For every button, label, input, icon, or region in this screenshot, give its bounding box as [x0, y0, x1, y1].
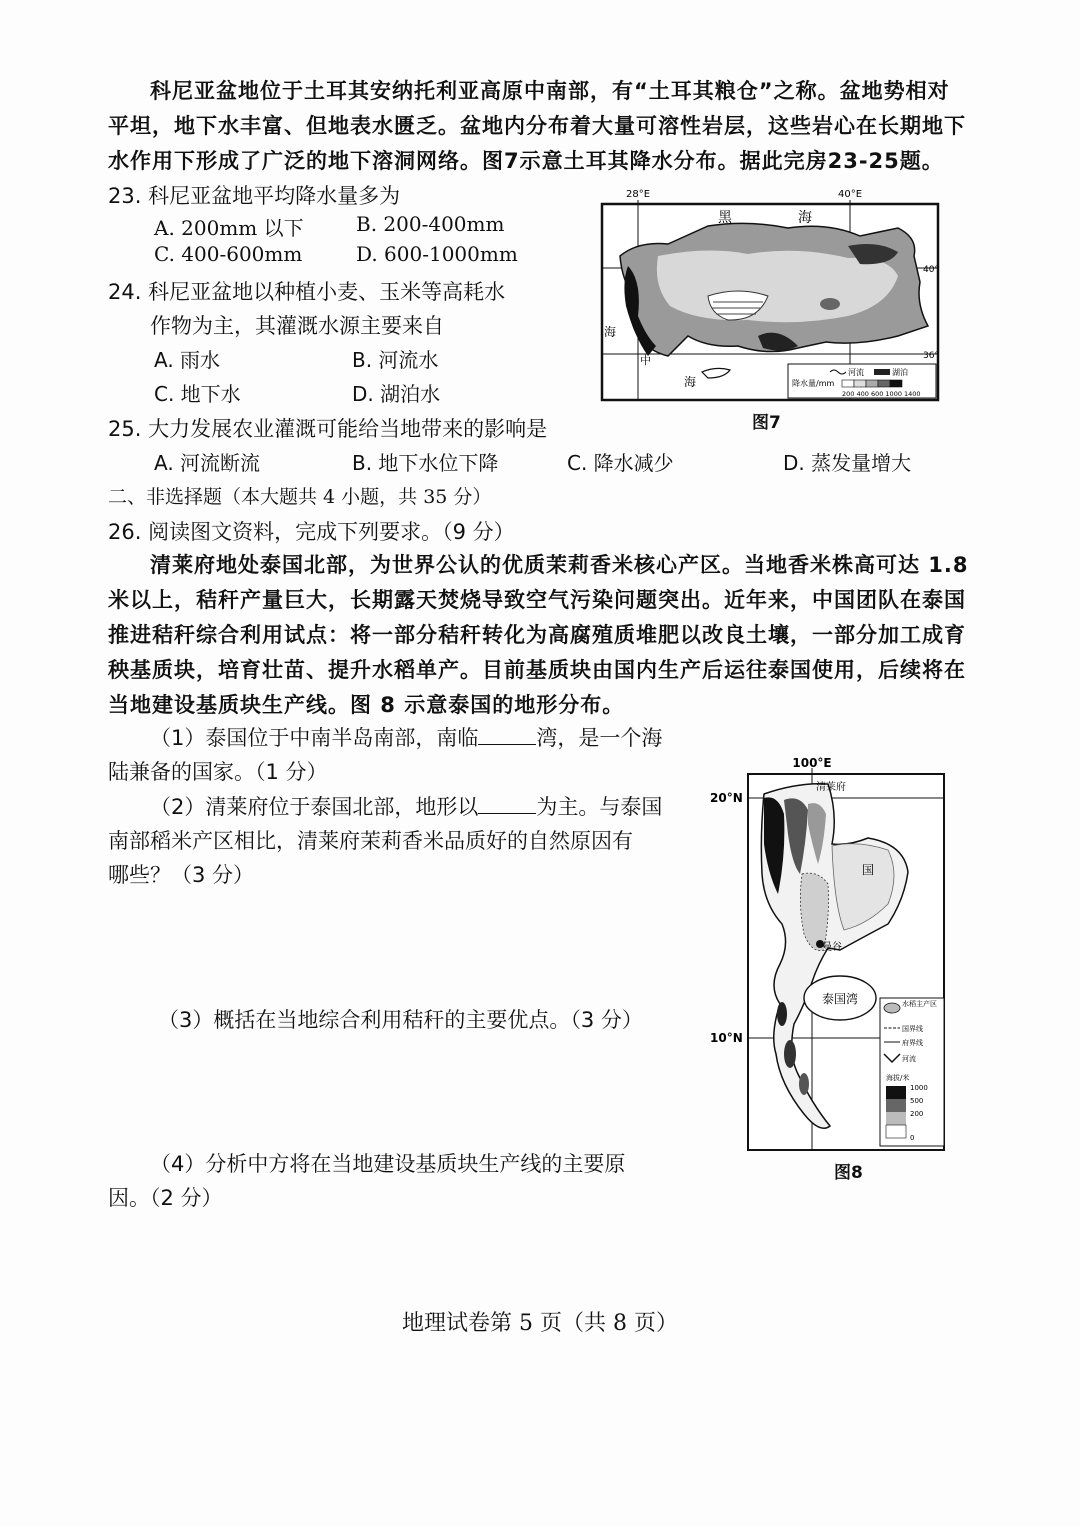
fig8-legend-rice: 水稻主产区: [902, 1000, 937, 1008]
page-footer: 地理试卷第 5 页（共 8 页）: [402, 1311, 678, 1336]
q26-part1-line2: 陆兼备的国家。（1 分）: [108, 760, 328, 784]
fig7-med-sea-2: 海: [684, 375, 697, 389]
q24-option-a: A. 雨水: [154, 348, 221, 372]
q26-part1-line1: （1）泰国位于中南半岛南部，南临 湾，是一个海: [150, 726, 663, 750]
fig8-lat-10: 10°N: [710, 1031, 743, 1045]
q24-option-c: C. 地下水: [154, 382, 241, 406]
figure-7-turkey-map: [598, 186, 942, 406]
fig8-legend-e3: 200: [910, 1110, 924, 1118]
fig8-lon-100: 100°E: [792, 756, 832, 770]
fig7-lat-36: 36°: [923, 351, 939, 361]
q25-option-b: B. 地下水位下降: [352, 451, 499, 475]
q23-option-b: B. 200-400mm: [356, 212, 505, 236]
fig8-legend-e1: 1000: [910, 1084, 928, 1092]
fig8-capital-label: 曼谷: [822, 942, 842, 953]
fig8-legend-province: 府界线: [902, 1039, 923, 1047]
q23-option-c: C. 400-600mm: [154, 242, 303, 266]
fig8-country-label: 国: [862, 863, 875, 877]
q24-option-b: B. 河流水: [352, 348, 439, 372]
q24-stem-line2: 作物为主，其灌溉水源主要来自: [150, 314, 444, 338]
fig7-legend-precip: 降水量/mm: [792, 379, 835, 388]
q25-option-d: D. 蒸发量增大: [783, 451, 912, 475]
fig7-lat-40: 40°: [923, 265, 939, 275]
intro-text: 科尼亚盆地位于土耳其安纳托利亚高原中南部，有“土耳其粮仓”之称。盆地势相对平坦，地下水丰富、但地表水匮乏。盆地内分布着大量可溶性岩层，这些岩心在长期地下水作用下形成了广泛的地下溶洞网络。图7示意土耳其降水分布。据此完房23-25题。: [108, 79, 966, 173]
answer-blank-gulf[interactable]: [478, 726, 536, 745]
q23-stem: 23. 科尼亚盆地平均降水量多为: [108, 184, 401, 208]
fig8-city-chiang-rai: 清莱府: [816, 782, 846, 793]
fig7-black-sea-2: 海: [798, 210, 812, 226]
fig8-legend-e2: 500: [910, 1097, 924, 1105]
answer-blank-terrain[interactable]: [478, 795, 536, 814]
fig7-lon-28: 28°E: [625, 189, 651, 200]
q26-part2-line1: （2）清莱府位于泰国北部，地形以 为主。与泰国: [150, 795, 663, 819]
fig8-lat-20: 20°N: [710, 791, 743, 805]
fig7-legend-river: 河流: [848, 368, 864, 377]
fig8-legend-river: 河流: [902, 1055, 916, 1063]
q26-material-paragraph: [108, 548, 970, 723]
q26-part4-line1: （4）分析中方将在当地建设基质块生产线的主要原: [150, 1152, 626, 1176]
q26-material-text: 清莱府地处泰国北部，为世界公认的优质茉莉香米核心产区。当地香米株高可达 1.8 米以上，秸秆产量巨大，长期露天焚烧导致空气污染问题突出。近年来，中国团队在泰国推进秸秆综合利用试点：将一部分秸秆转化为高腐殖质堆肥以改良土壤，一部分加工成育秧基质块，培育壮苗、提升水稻单产。目前基质块由国内生产后运往泰国使用，后续将在当地建设基质块生产线。图 8 示意泰国的地形分布。: [108, 553, 969, 717]
section-2-heading: 二、非选择题（本大题共 4 小题，共 35 分）: [108, 486, 492, 508]
fig8-legend-border: 国界线: [902, 1025, 923, 1033]
intro-paragraph: [108, 74, 970, 179]
fig7-aegean-sea: 海: [604, 325, 617, 339]
q26-part2-line2: 南部稻米产区相比，清莱府茉莉香米品质好的自然原因有: [108, 829, 633, 853]
q23-option-d: D. 600-1000mm: [356, 242, 518, 266]
fig8-legend-e4: 0: [910, 1134, 915, 1142]
fig8-legend-elev: 海拔/米: [886, 1074, 910, 1082]
fig8-gulf-label: 泰国湾: [821, 992, 859, 1006]
q26-stem: 26. 阅读图文资料，完成下列要求。（9 分）: [108, 520, 515, 544]
fig7-legend-lake: 湖泊: [892, 368, 908, 377]
q26-part3: （3）概括在当地综合利用秸秆的主要优点。（3 分）: [158, 1008, 643, 1032]
fig8-legend-rice-icon: [884, 1003, 900, 1013]
figure-7-caption: 图7: [752, 413, 781, 433]
figure-8-thailand-map: [708, 754, 948, 1154]
q25-option-c: C. 降水减少: [567, 451, 674, 475]
fig7-med-sea-1: 中: [640, 354, 651, 367]
fig7-black-sea-1: 黑: [718, 210, 732, 226]
q24-option-d: D. 湖泊水: [352, 382, 441, 406]
q24-stem-line1: 24. 科尼亚盆地以种植小麦、玉米等高耗水: [108, 280, 506, 304]
q25-option-a: A. 河流断流: [154, 451, 261, 475]
fig7-legend-scale: 200 400 600 1000 1400: [842, 390, 921, 398]
figure-8-caption: 图8: [834, 1163, 863, 1183]
q25-stem: 25. 大力发展农业灌溉可能给当地带来的影响是: [108, 417, 548, 441]
q26-part2-line3: 哪些？（3 分）: [108, 863, 255, 887]
q26-part4-line2: 因。（2 分）: [108, 1186, 223, 1210]
fig7-legend-lake-icon: [874, 369, 890, 375]
q23-option-a: A. 200mm 以下: [154, 216, 304, 240]
fig7-lon-40: 40°E: [837, 189, 863, 200]
